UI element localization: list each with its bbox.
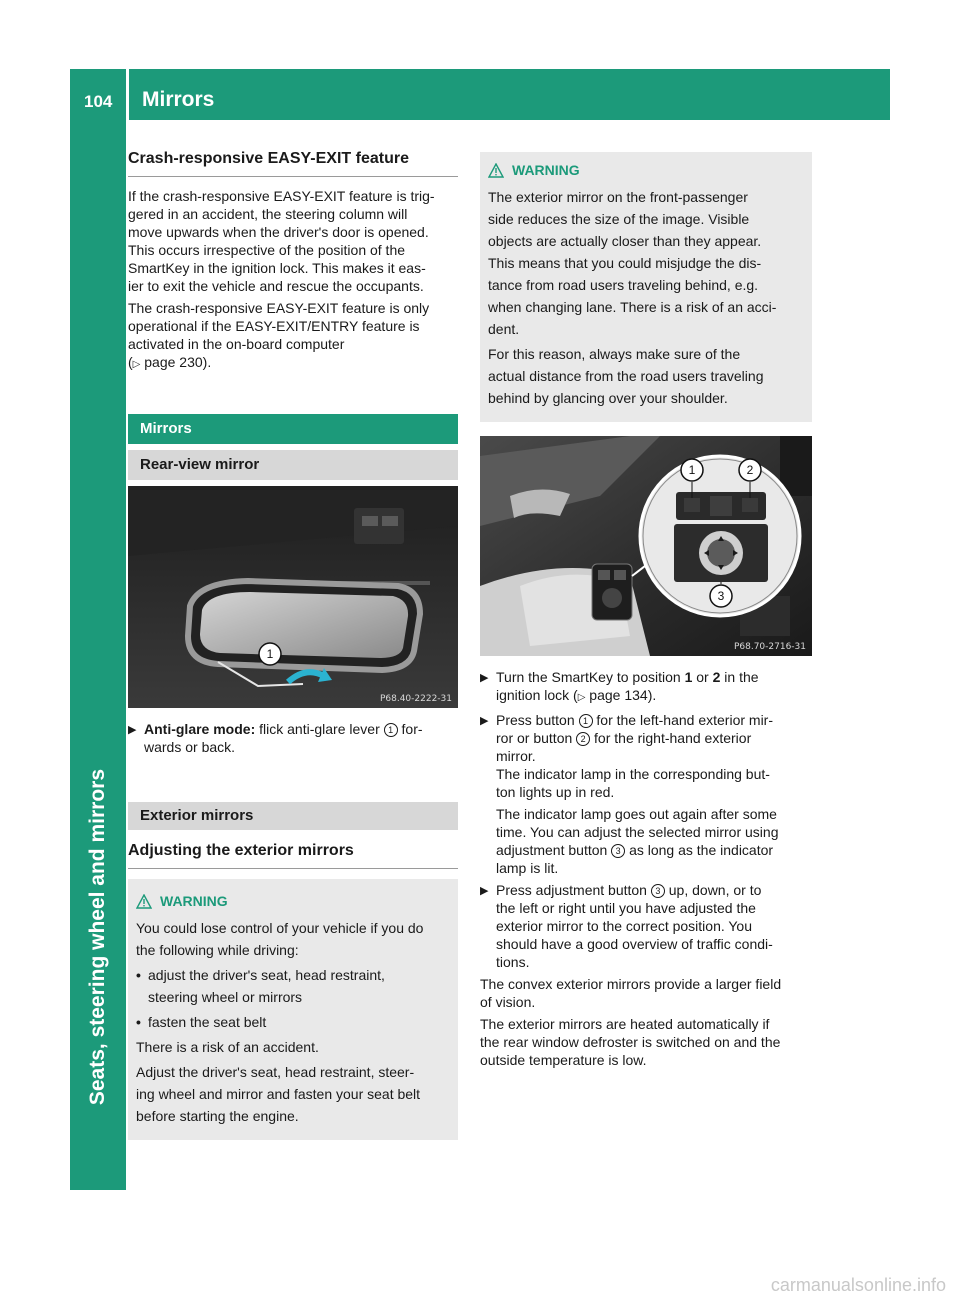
warning-title: WARNING bbox=[160, 893, 228, 909]
door-image-code: P68.70-2716-31 bbox=[733, 642, 806, 652]
anti-glare-label: Anti-glare mode: bbox=[144, 721, 256, 737]
warning-risk: There is a risk of an accident. bbox=[136, 1039, 319, 1055]
right-column bbox=[480, 152, 812, 1071]
rear-image-code: P68.40-2222-31 bbox=[379, 694, 452, 704]
warning-header bbox=[136, 891, 450, 911]
warning-bullet-seatbelt: • fasten the seat belt bbox=[136, 1011, 450, 1033]
callout-2-icon: 2 bbox=[576, 732, 590, 746]
page-ref-134[interactable]: page 134). bbox=[589, 687, 657, 703]
warning-triangle-icon bbox=[136, 894, 152, 909]
warning-adjust-advice: Adjust the driver's seat, head restraint, steer- ing wheel and mirror and fasten your seat belt before starting the engine. bbox=[136, 1064, 421, 1124]
rear-view-mirror-illustration bbox=[128, 486, 458, 708]
rear-view-mirror-bar: Rear-view mirror bbox=[128, 450, 458, 480]
warning-bullet-adjust: • adjust the driver's seat, head restraint, steering wheel or mirrors bbox=[136, 964, 450, 1008]
page-number: 104 bbox=[84, 92, 113, 111]
bullet-icon: • bbox=[136, 967, 141, 983]
warning-intro: You could lose control of your vehicle if you do the following while driving: bbox=[136, 920, 424, 958]
step-press-button: ▶ Press button 1 for the left-hand exterior mir- ror or button 2 for the right-hand exterior mirror. The indicator lamp in the corresponding but- ton lights up in red. The indicator lamp goes out again after some time. You can adjust the selected mirror using adjustment button 3 as long as the indicator lamp is lit. bbox=[480, 712, 779, 876]
rear-view-mirror-image bbox=[128, 486, 458, 708]
page-ref-triangle-icon: ▷ bbox=[132, 359, 141, 370]
bullet-icon: • bbox=[136, 1014, 141, 1030]
door-mirror-controls-illustration bbox=[480, 436, 812, 656]
page-ref-230[interactable]: page 230). bbox=[144, 354, 212, 370]
mirrors-section-bar: Mirrors bbox=[128, 414, 458, 444]
callout-3-icon: 3 bbox=[611, 844, 625, 858]
arrow-right-icon: ▶ bbox=[480, 672, 489, 684]
arrow-right-icon: ▶ bbox=[480, 885, 489, 897]
door-image-callout-1: 1 bbox=[688, 463, 696, 477]
chapter-side-tab bbox=[70, 120, 126, 1190]
side-tab-label: Seats, steering wheel and mirrors bbox=[86, 768, 109, 1105]
adjusting-heading: Adjusting the exterior mirrors bbox=[128, 842, 458, 869]
callout-3-icon: 3 bbox=[651, 884, 665, 898]
exterior-mirrors-bar: Exterior mirrors bbox=[128, 802, 458, 830]
warning-convex-paragraph-2: For this reason, always make sure of the actual distance from the road users traveling behind by glancing over your shoulder. bbox=[488, 346, 764, 406]
easy-exit-paragraph-2: The crash-responsive EASY-EXIT feature is only operational if the EASY-EXIT/ENTRY feature is activated in the on-board computer (▷ page 230). bbox=[128, 300, 430, 370]
header-divider bbox=[126, 69, 129, 120]
step-press-adjustment: ▶ Press adjustment button 3 up, down, or to the left or right until you have adjusted the exterior mirror to the correct position. You should have a good overview of traffic condi- tions. bbox=[480, 882, 773, 970]
watermark: carmanualsonline.info bbox=[770, 1275, 946, 1295]
warning-triangle-icon bbox=[488, 163, 504, 178]
warning-box-seat bbox=[128, 879, 458, 1140]
rear-image-callout-1: 1 bbox=[266, 647, 274, 661]
chapter-title: Mirrors bbox=[142, 88, 215, 111]
warning-title: WARNING bbox=[512, 162, 580, 178]
warning-convex-paragraph-1: The exterior mirror on the front-passenger side reduces the size of the image. Visible objects are actually closer than they appear. This means that you could misjudge the dis- tance from road users traveling behind, e.g. when changing lane. There is a risk of an acci- dent. bbox=[488, 189, 777, 337]
heated-mirrors-paragraph: The exterior mirrors are heated automatically if the rear window defroster is switched on and the outside temperature is low. bbox=[480, 1016, 781, 1068]
door-mirror-controls-image bbox=[480, 436, 812, 656]
arrow-right-icon: ▶ bbox=[128, 724, 137, 736]
warning-box-convex bbox=[480, 152, 812, 422]
warning-header bbox=[488, 160, 804, 180]
door-image-callout-3: 3 bbox=[717, 589, 725, 603]
easy-exit-heading: Crash-responsive EASY-EXIT feature bbox=[128, 150, 458, 177]
page-ref-triangle-icon: ▷ bbox=[577, 692, 586, 703]
callout-1-icon: 1 bbox=[384, 723, 398, 737]
page-header bbox=[70, 69, 890, 120]
easy-exit-paragraph-1: If the crash-responsive EASY-EXIT feature is trig- gered in an accident, the steering column will move upwards when the driver's door is opened. This occurs irrespective of the position of the SmartKey in the ignition lock. This makes it eas- ier to exit the vehicle and rescue the occupants. bbox=[128, 188, 435, 294]
arrow-right-icon: ▶ bbox=[480, 715, 489, 727]
convex-mirrors-paragraph: The convex exterior mirrors provide a larger field of vision. bbox=[480, 976, 782, 1010]
left-column bbox=[128, 150, 458, 1140]
door-image-callout-2: 2 bbox=[746, 463, 754, 477]
anti-glare-step: ▶ Anti-glare mode: flick anti-glare lever 1 for- wards or back. bbox=[128, 721, 423, 755]
callout-1-icon: 1 bbox=[579, 714, 593, 728]
step-turn-smartkey: ▶ Turn the SmartKey to position 1 or 2 in the ignition lock (▷ page 134). bbox=[480, 668, 812, 707]
